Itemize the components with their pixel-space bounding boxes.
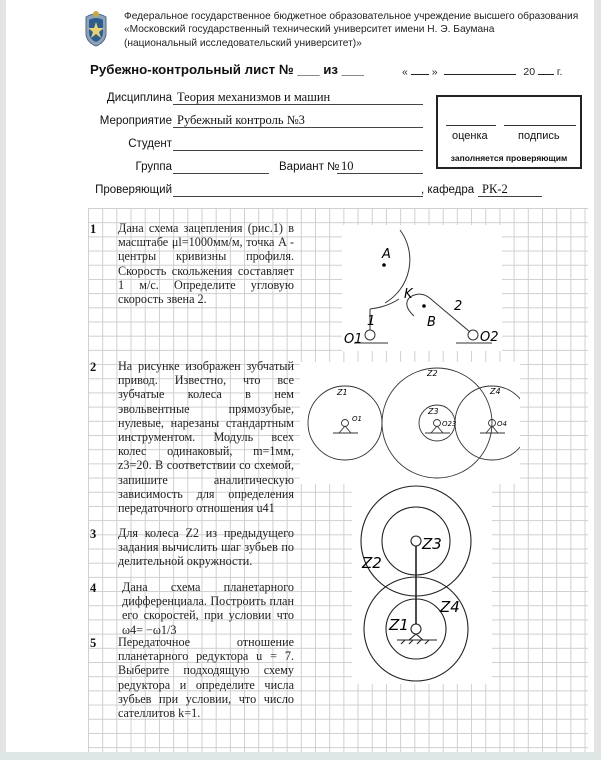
o1-pivot <box>365 330 375 340</box>
org-line-2: «Московский государственный технический университет имени Н. Э. Баумана <box>124 24 495 36</box>
task-3-number: 3 <box>90 527 97 541</box>
grade-line[interactable] <box>446 125 496 126</box>
group-field[interactable] <box>173 159 269 174</box>
student-label: Студент <box>128 138 172 150</box>
task-2-text: На рисунке изображен зубчатый привод. Известно, что все зубчатые колеса в нем эвольвентные прямозубые, нулевые, нарезаны стандартным инструментом. Модуль всех колес одинаковый, m=1мм, z3=20. В соответствии со схемой, запишите аналитическую зависимость для определения передаточного отношения u41 <box>118 359 294 516</box>
label-o1: O1 <box>352 415 362 423</box>
task-5-number: 5 <box>90 636 97 650</box>
variant-field[interactable]: 10 <box>337 159 423 174</box>
point-b <box>422 304 426 308</box>
discipline-field[interactable]: Теория механизмов и машин <box>173 90 423 105</box>
organization-name <box>124 10 578 50</box>
date-year-field[interactable] <box>538 63 554 75</box>
org-line-3: (национальный исследовательский университет)» <box>124 37 362 49</box>
task-2-number: 2 <box>90 360 97 374</box>
date-suffix: г. <box>556 66 563 78</box>
gear-z4 <box>455 386 520 460</box>
label-z3: Z3 <box>428 407 439 416</box>
grade-caption: оценка <box>452 130 488 142</box>
label-z1: Z1 <box>389 616 409 634</box>
central-pivot <box>411 624 421 634</box>
figure-2-gear-train <box>300 362 520 484</box>
label-z3: Z3 <box>422 535 442 553</box>
gear-z1 <box>308 386 382 460</box>
o2-pivot <box>468 330 478 340</box>
signature-caption: подпись <box>518 130 560 142</box>
label-o1: O1 <box>344 332 363 347</box>
label-o23: O23 <box>442 420 457 428</box>
figure-3-planetary-differential <box>352 484 492 684</box>
label-k: K <box>404 287 413 302</box>
signature-line[interactable] <box>504 125 576 126</box>
label-link-1: 1 <box>367 314 376 329</box>
date-month-field[interactable] <box>444 63 516 75</box>
label-link-2: 2 <box>454 299 463 314</box>
label-a: A <box>382 247 391 262</box>
date-close-quote: » <box>431 66 438 78</box>
figure-1-mesh-scheme <box>342 225 502 351</box>
label-z2: Z2 <box>427 369 438 378</box>
date-day-field[interactable] <box>411 63 429 75</box>
point-a <box>382 263 386 267</box>
reviewer-field[interactable] <box>173 182 423 197</box>
reviewer-stamp-box <box>436 95 582 169</box>
label-z2: Z2 <box>362 554 382 572</box>
task-5-text: Передаточное отношение планетарного редуктора u = 7. Выберите подходящую схему редуктора и определите числа зубьев при условии, что число сателлитов k=1. <box>118 635 294 721</box>
date-open-quote: « <box>402 66 408 78</box>
task-3-text: Для колеса Z2 из предыдущего задания вычислить шаг зубьев по делительной окружности. <box>118 526 294 569</box>
date-year-prefix: 20 <box>523 66 536 78</box>
event-field[interactable]: Рубежный контроль №3 <box>173 113 423 128</box>
org-line-1: Федеральное государственное бюджетное образовательное учреждение высшего образования <box>124 11 579 22</box>
satellite-pivot <box>411 536 421 546</box>
task-4-number: 4 <box>90 581 97 595</box>
variant-label: Вариант № <box>279 161 340 173</box>
group-label: Группа <box>135 161 172 173</box>
event-label: Мероприятие <box>99 115 172 127</box>
label-o2: O2 <box>480 330 499 345</box>
department-label: , кафедра <box>421 184 475 196</box>
label-z4: Z4 <box>440 598 460 616</box>
university-crest-icon <box>82 9 110 47</box>
bottom-bar <box>0 752 601 760</box>
reviewer-label: Проверяющий <box>95 184 172 196</box>
label-z4: Z4 <box>490 387 501 396</box>
gear-z2 <box>382 368 492 478</box>
task-1-number: 1 <box>90 222 97 236</box>
link-1-arc <box>370 299 399 309</box>
discipline-label: Дисциплина <box>106 92 172 104</box>
label-o4: O4 <box>497 420 507 428</box>
sheet-title: Рубежно-контрольный лист № ___ из ___ <box>90 62 364 77</box>
task-1-text: Дана схема зацепления (рис.1) в масштабе μl=1000мм/м, точка A - центры кривизны профиля. Скорость скольжения составляет 1 м/с. Определите угловую скорость звена 2. <box>118 221 294 307</box>
department-field[interactable]: РК-2 <box>478 182 542 197</box>
link-2-bar <box>432 300 470 332</box>
label-b: B <box>427 315 436 330</box>
student-field[interactable] <box>173 136 423 151</box>
task-4-text: Дана схема планетарного дифференциала. Построить план его скоростей, при условии что ω4= −ω1/3 <box>122 580 294 637</box>
date-line <box>402 63 562 78</box>
label-z1: Z1 <box>337 388 348 397</box>
stamp-note: заполняется проверяющим <box>450 153 568 163</box>
